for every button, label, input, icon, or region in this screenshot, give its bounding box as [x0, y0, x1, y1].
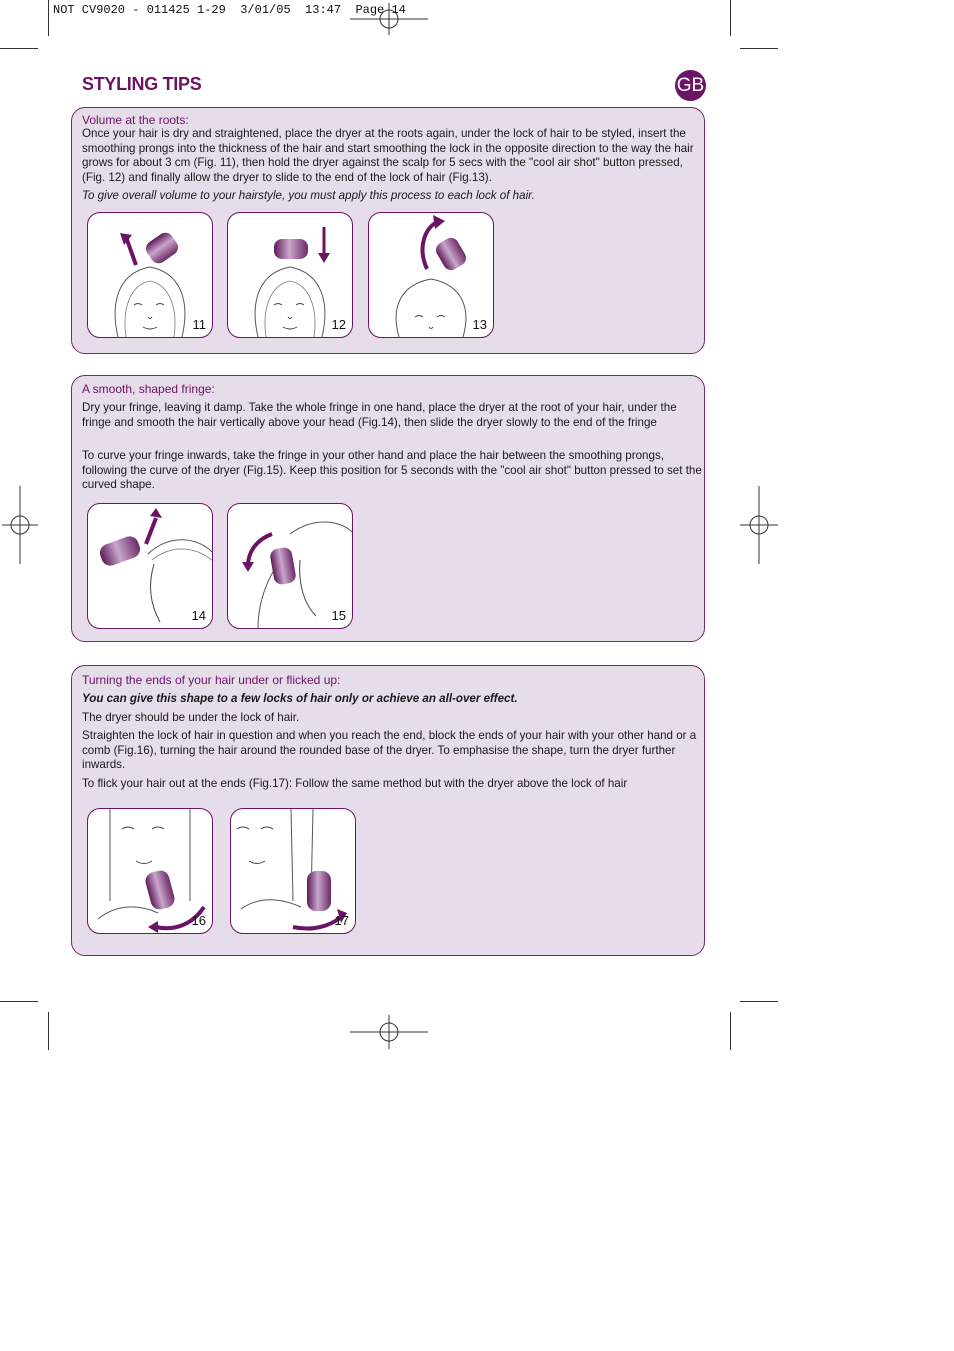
- figure-number: 13: [472, 317, 487, 332]
- crop-mark: [740, 1001, 778, 1002]
- section-heading: Turning the ends of your hair under or flicked up:: [82, 673, 341, 687]
- figure-number: 15: [331, 608, 346, 623]
- section-heading: Volume at the roots:: [82, 113, 189, 127]
- section-note: To give overall volume to your hairstyle, you must apply this process to each lock of hair.: [82, 189, 535, 202]
- crop-mark: [0, 1001, 38, 1002]
- figure-16: [87, 808, 213, 934]
- section-smooth-fringe: [71, 375, 705, 642]
- figure-number: 16: [191, 913, 206, 928]
- crop-mark: [48, 0, 49, 36]
- registration-mark-icon: [740, 486, 778, 564]
- section-hair-ends: [71, 665, 705, 956]
- print-slug: NOT CV9020 - 011425 1-29 3/01/05 13:47 Page 14: [53, 3, 406, 17]
- figure-13: [368, 212, 494, 338]
- registration-mark-icon: [350, 1015, 428, 1049]
- section-volume-at-roots: [71, 107, 705, 354]
- figure-number: 17: [334, 913, 349, 928]
- figure-15: [227, 503, 353, 629]
- crop-mark: [730, 0, 731, 36]
- registration-mark-icon: [2, 486, 38, 564]
- figure-number: 11: [192, 317, 206, 332]
- section-paragraph: To curve your fringe inwards, take the fringe in your other hand and place the hair between the smoothing prongs, following the curve of the dryer (Fig.15). Keep this position for 5 seconds with the "cool air shot" button pressed to set the curved shape.: [82, 449, 702, 492]
- crop-mark: [0, 48, 38, 49]
- page-title: STYLING TIPS: [82, 74, 202, 94]
- figure-number: 14: [191, 608, 206, 623]
- figure-12: [227, 212, 353, 338]
- section-paragraph: Once your hair is dry and straightened, place the dryer at the roots again, under the lock of hair to be styled, insert the smoothing prongs into the thickness of the hair and start smoothing the lock in the opposite direction to the way the hair grows for about 3 cm (Fig. 11), then hold the dryer against the scalp for 5 secs with the "cool air shot" button pressed, (Fig. 12) and finally allow the dryer to slide to the end of the lock of hair (Fig.13).: [82, 127, 694, 184]
- figure-number: 12: [331, 317, 346, 332]
- figure-14: [87, 503, 213, 629]
- crop-mark: [740, 48, 778, 49]
- crop-mark: [48, 1012, 49, 1050]
- section-emphasis: You can give this shape to a few locks of hair only or achieve an all-over effect.: [82, 692, 518, 705]
- section-paragraph: Dry your fringe, leaving it damp. Take the whole fringe in one hand, place the dryer at the root of your hair, under the fringe and smooth the hair vertically above your head (Fig.14), then slide the dryer slowly to the end of the fringe: [82, 401, 677, 429]
- figure-11: [87, 212, 213, 338]
- crop-mark: [730, 1012, 731, 1050]
- registration-mark-icon: [350, 3, 428, 35]
- section-paragraph: Straighten the lock of hair in question and when you reach the end, block the ends of your hair with your other hand or a comb (Fig.16), turning the hair around the rounded base of the dryer. To emphasise the shape, turn the dryer further inwards.: [82, 729, 697, 772]
- section-heading: A smooth, shaped fringe:: [82, 382, 215, 396]
- section-paragraph: To flick your hair out at the ends (Fig.17): Follow the same method but with the dryer above the lock of hair: [82, 777, 628, 790]
- language-badge: GB: [675, 70, 706, 101]
- figure-17: [230, 808, 356, 934]
- section-paragraph: The dryer should be under the lock of hair.: [82, 711, 300, 724]
